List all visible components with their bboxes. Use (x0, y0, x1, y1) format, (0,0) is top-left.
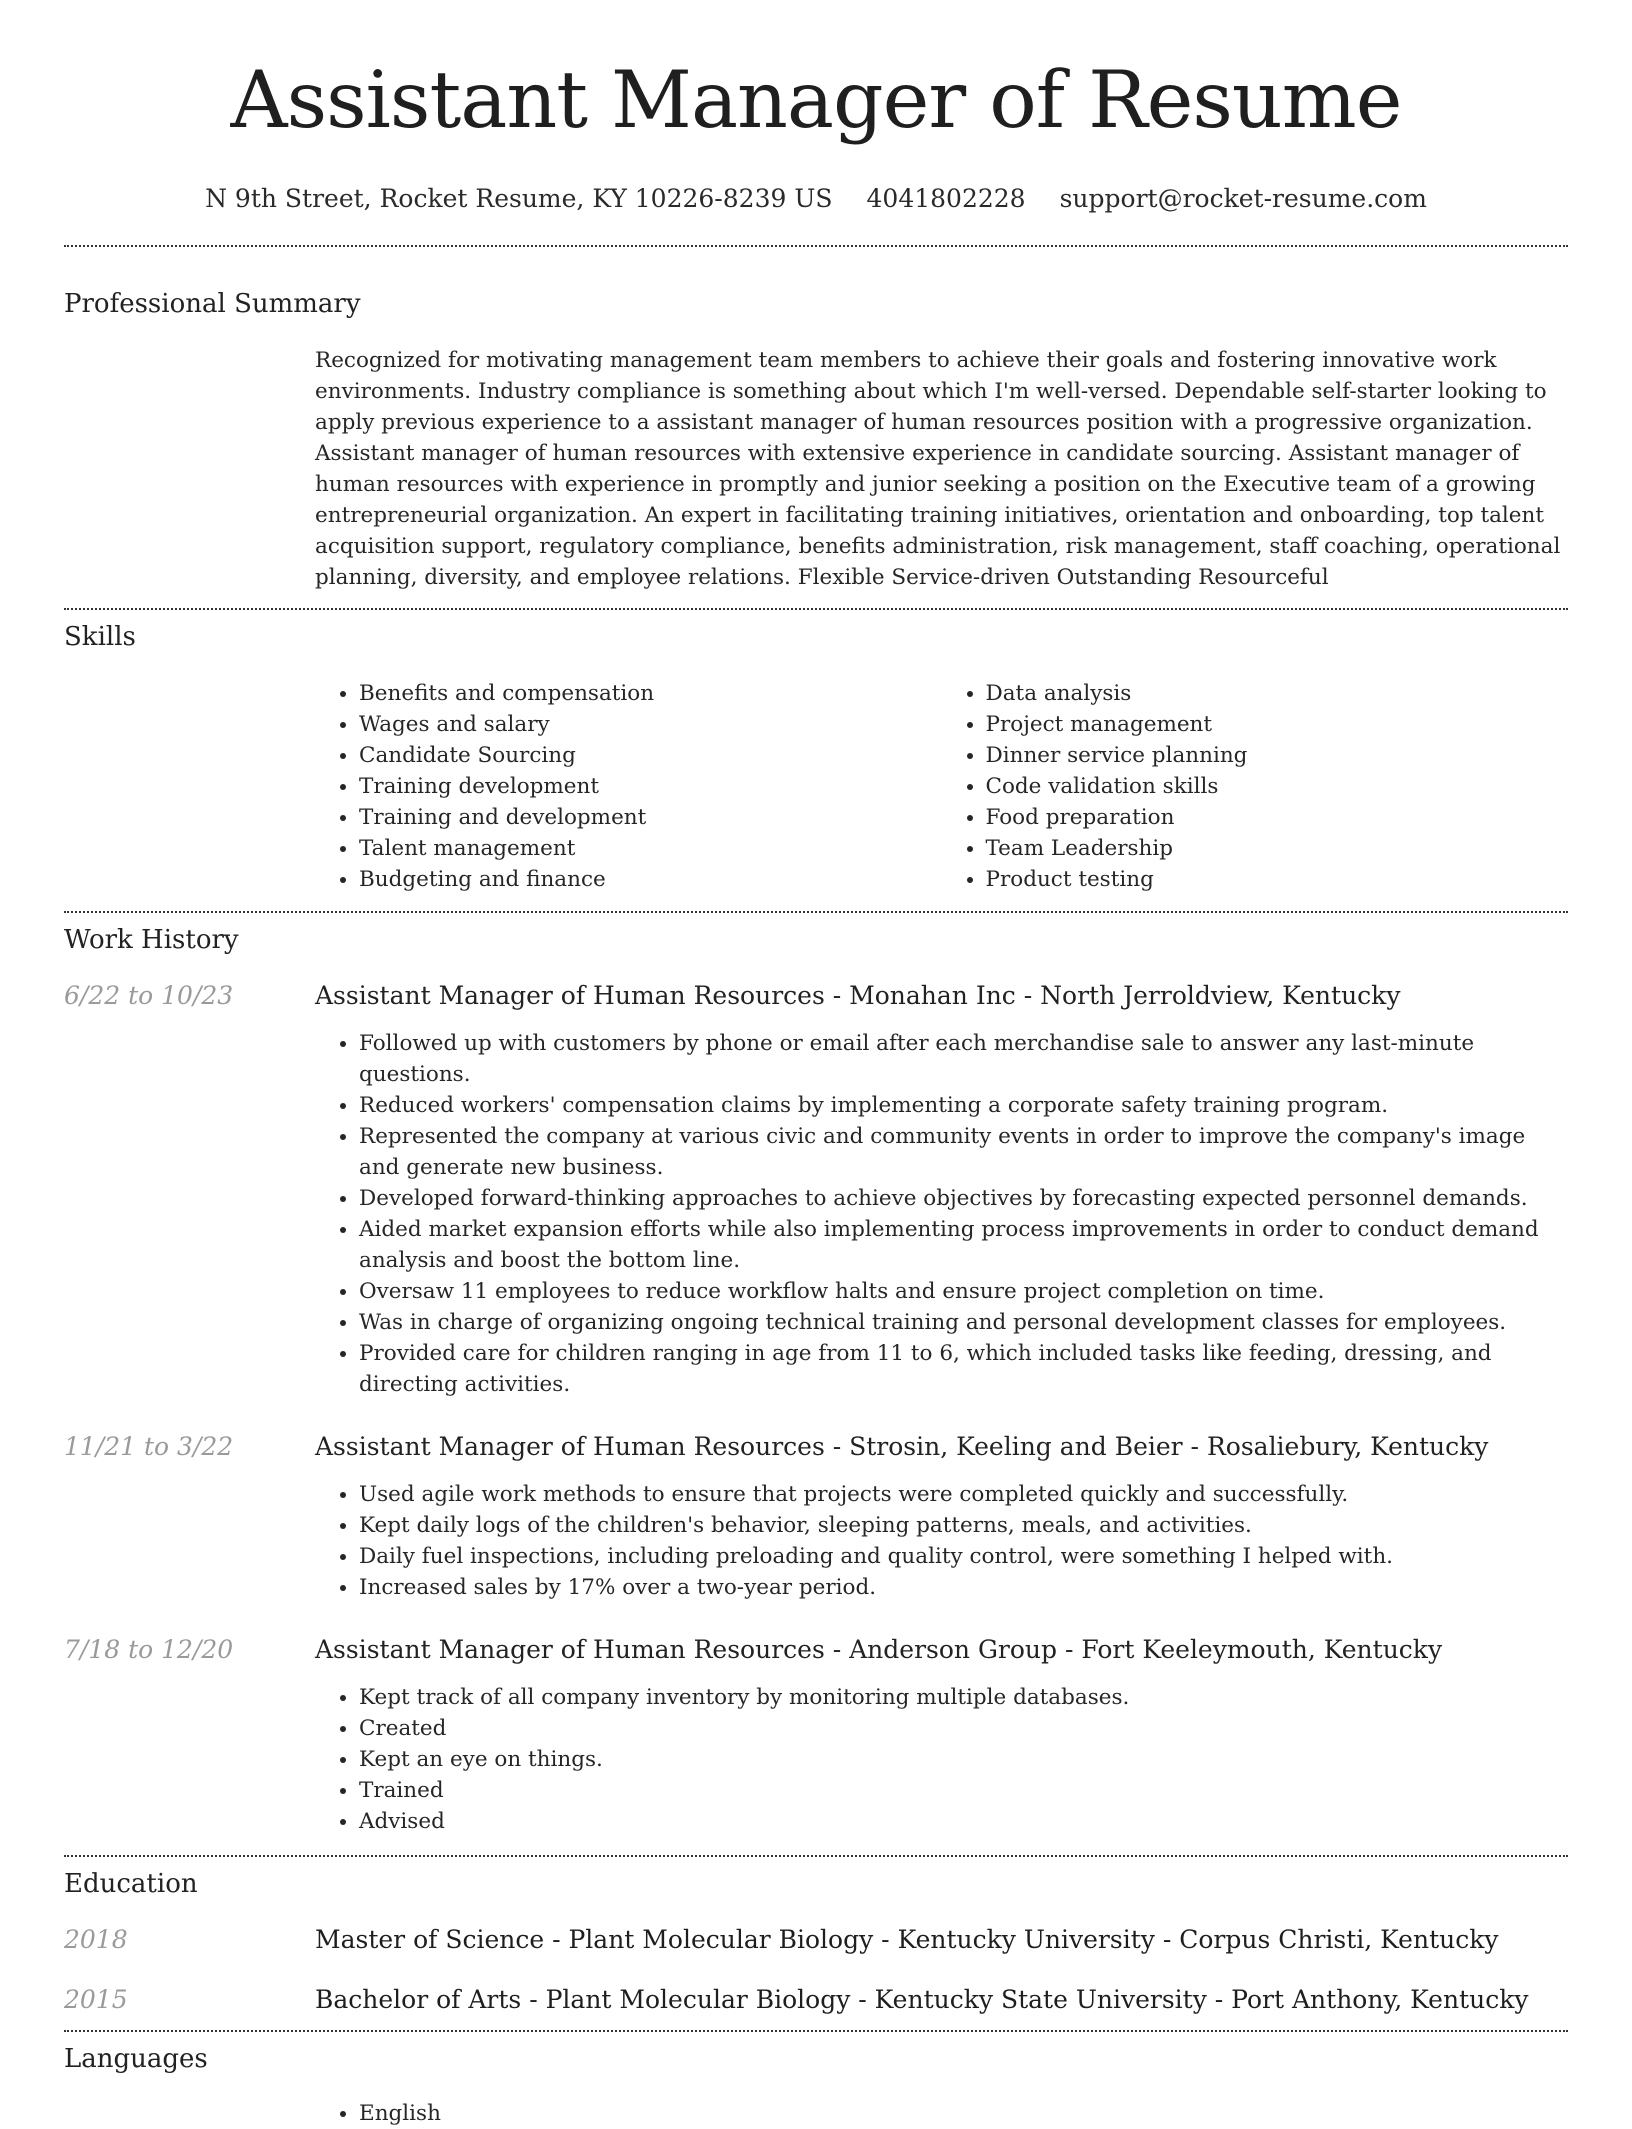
job-body (315, 1028, 1568, 1400)
education-section (0, 1857, 1632, 2014)
job-bullet: • Developed forward-thinking approaches to achieve objectives by forecasting expected personnel demands. (359, 1183, 1568, 1214)
summary-text: Recognized for motivating management team members to achieve their goals and fostering innovative work environments. Industry compliance is something about which I'm well-versed. Dependable self-starter looking to apply previous experience to a assistant manager of human resources position with a progressive organization. Assistant manager of human resources with extensive experience in candidate sourcing. Assistant manager of human resources with experience in promptly and junior seeking a position on the Executive team of a growing entrepreneurial organization. An expert in facilitating training initiatives, orientation and onboarding, top talent acquisition support, regulatory compliance, benefits administration, risk management, staff coaching, operational planning, diversity, and employee relations. Flexible Service-driven Outstanding Resourceful (315, 348, 1561, 590)
job-heading: Assistant Manager of Human Resources - Monahan Inc - North Jerroldview, Kentucky (315, 981, 1401, 1010)
job-heading: Assistant Manager of Human Resources - Anderson Group - Fort Keeleymouth, Kentucky (315, 1635, 1443, 1664)
skill-item: • Dinner service planning (986, 740, 1569, 771)
job-header (0, 1432, 1632, 1461)
job-bullet: • Represented the company at various civic and community events in order to improve the company's image and generate new business. (359, 1121, 1568, 1183)
job-bullet: • Kept an eye on things. (359, 1744, 1568, 1775)
skills-title: Skills (64, 622, 136, 652)
skill-item: • Project management (986, 709, 1569, 740)
job-bullet: • Kept track of all company inventory by monitoring multiple databases. (359, 1682, 1568, 1713)
job-heading: Assistant Manager of Human Resources - Strosin, Keeling and Beier - Rosaliebury, Kentucky (315, 1432, 1489, 1461)
education-heading: Bachelor of Arts - Plant Molecular Biology - Kentucky State University - Port Anthony, Kentucky (315, 1985, 1529, 2014)
languages-body (315, 2098, 1568, 2129)
summary-section (0, 247, 1632, 593)
education-title: Education (64, 1869, 198, 1899)
job-bullet: • Aided market expansion efforts while also implementing process improvements in order to conduct demand analysis and boost the bottom line. (359, 1214, 1568, 1276)
languages-section (0, 2032, 1632, 2129)
job-bullet: • Advised (359, 1806, 1568, 1837)
contact-line (0, 184, 1632, 213)
job-dates: 11/21 to 3/22 (64, 1432, 234, 1461)
skill-item: • Budgeting and finance (359, 864, 942, 895)
skill-item: • Data analysis (986, 678, 1569, 709)
job-entry (0, 1635, 1632, 1837)
job-bullet: • Oversaw 11 employees to reduce workflow halts and ensure project completion on time. (359, 1276, 1568, 1307)
address: N 9th Street, Rocket Resume, KY 10226-8239 US (205, 184, 833, 213)
skill-item: • Talent management (359, 833, 942, 864)
education-year: 2018 (64, 1925, 128, 1954)
skill-item: • Wages and salary (359, 709, 942, 740)
skill-item: • Candidate Sourcing (359, 740, 942, 771)
job-bullet: • Created (359, 1713, 1568, 1744)
resume-header (0, 0, 1632, 213)
job-bullet: • Kept daily logs of the children's behavior, sleeping patterns, meals, and activities. (359, 1510, 1568, 1541)
job-bullet: • Daily fuel inspections, including preloading and quality control, were something I helped with. (359, 1541, 1568, 1572)
skills-section (0, 610, 1632, 895)
job-bullet: • Was in charge of organizing ongoing technical training and personal development classes for employees. (359, 1307, 1568, 1338)
job-bullet: • Increased sales by 17% over a two-year period. (359, 1572, 1568, 1603)
job-entry (0, 981, 1632, 1400)
job-dates: 7/18 to 12/20 (64, 1635, 234, 1664)
work-history-title: Work History (64, 925, 239, 955)
job-bullets (315, 1682, 1568, 1837)
skill-item: • Benefits and compensation (359, 678, 942, 709)
skill-item: • Product testing (986, 864, 1569, 895)
job-bullet: • Used agile work methods to ensure that projects were completed quickly and successfully. (359, 1479, 1568, 1510)
job-bullet: • Reduced workers' compensation claims by implementing a corporate safety training program. (359, 1090, 1568, 1121)
skill-item: • Code validation skills (986, 771, 1569, 802)
skills-body (315, 678, 1568, 895)
job-bullet: • Provided care for children ranging in age from 11 to 6, which included tasks like feeding, dressing, and directing activities. (359, 1338, 1568, 1400)
job-header (0, 981, 1632, 1010)
job-bullets (315, 1479, 1568, 1603)
summary-body (315, 345, 1568, 593)
candidate-name: Assistant Manager of Resume (230, 54, 1402, 146)
skills-list-left (315, 678, 942, 895)
job-body (315, 1479, 1568, 1603)
summary-title: Professional Summary (64, 289, 361, 319)
skill-item: • Food preparation (986, 802, 1569, 833)
education-entry (0, 1925, 1632, 1954)
work-history-section (0, 913, 1632, 1837)
phone: 4041802228 (866, 184, 1026, 213)
language-item: • English (359, 2098, 1568, 2129)
job-bullets (315, 1028, 1568, 1400)
skill-item: • Training and development (359, 802, 942, 833)
education-heading: Master of Science - Plant Molecular Biology - Kentucky University - Corpus Christi, Kentucky (315, 1925, 1499, 1954)
skills-list-right (942, 678, 1569, 895)
job-bullet: • Followed up with customers by phone or email after each merchandise sale to answer any last-minute questions. (359, 1028, 1568, 1090)
email: support@rocket-resume.com (1059, 184, 1427, 213)
education-entry (0, 1985, 1632, 2014)
skills-columns (315, 678, 1568, 895)
languages-title: Languages (64, 2044, 208, 2074)
job-header (0, 1635, 1632, 1664)
job-entry (0, 1432, 1632, 1603)
job-body (315, 1682, 1568, 1837)
skill-item: • Team Leadership (986, 833, 1569, 864)
education-year: 2015 (64, 1985, 128, 2014)
job-bullet: • Trained (359, 1775, 1568, 1806)
languages-list (315, 2098, 1568, 2129)
job-dates: 6/22 to 10/23 (64, 981, 234, 1010)
skill-item: • Training development (359, 771, 942, 802)
